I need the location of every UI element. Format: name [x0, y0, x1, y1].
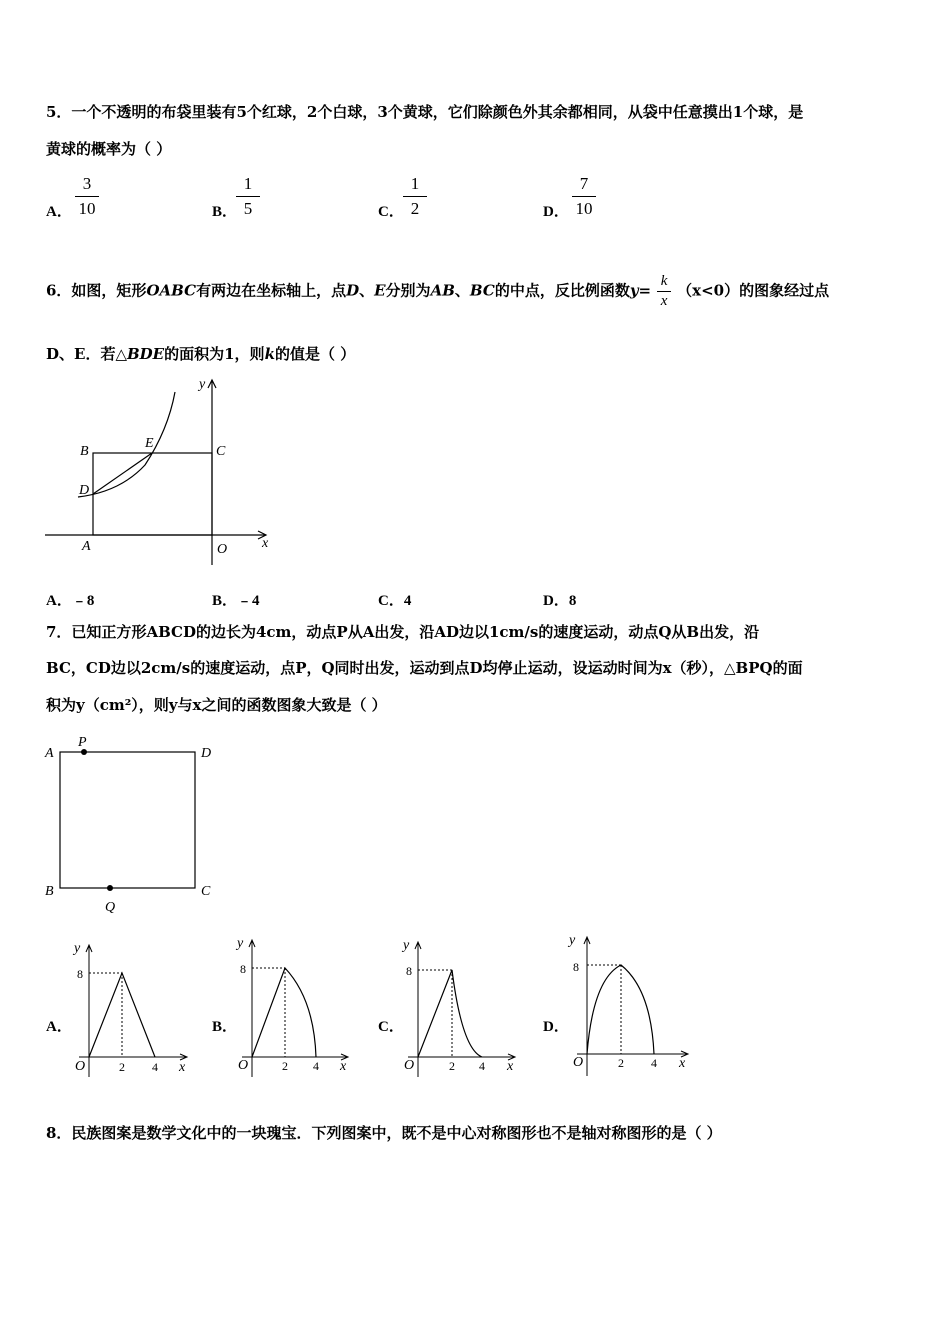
denominator: 2: [410, 199, 420, 218]
option-label: C．: [378, 204, 404, 220]
text: 分别为: [385, 281, 431, 300]
option-label: D．: [543, 204, 569, 220]
math: BDE: [126, 345, 165, 363]
q5-stem-line1: 5．一个不透明的布袋里装有5个红球，2个白球，3个黄球，它们除颜色外其余都相同，从袋中任意摸出1个球，是: [46, 103, 804, 121]
q7-graph-a: [74, 941, 199, 1082]
text: 、: [359, 281, 375, 300]
math: BC: [469, 281, 495, 300]
label-o: O: [573, 1055, 584, 1070]
option-value: 8: [568, 593, 577, 609]
denominator: 10: [78, 199, 96, 218]
q7-option-d-label: D．: [543, 1019, 569, 1035]
numerator: 3: [75, 174, 99, 197]
denominator: x: [660, 293, 668, 309]
math: AB: [430, 281, 455, 300]
text: 的面积为1，则: [164, 345, 265, 363]
label-o: O: [75, 1059, 86, 1074]
tick-8: 8: [240, 962, 246, 976]
tick-4: 4: [479, 1059, 485, 1073]
label-e: E: [145, 436, 154, 451]
tick-4: 4: [152, 1060, 158, 1074]
q7-stem-line3: 积为y（cm²），则y与x之间的函数图象大致是（ ）: [46, 696, 387, 714]
option-value: 4: [403, 593, 412, 609]
label-d: D: [201, 746, 212, 761]
function-curve: [252, 968, 316, 1057]
label-q: Q: [105, 900, 116, 915]
q7-option-a-label: A．: [46, 1019, 72, 1035]
label-y: y: [199, 377, 206, 392]
q7-option-b-label: B．: [212, 1019, 238, 1035]
tick-8: 8: [573, 960, 579, 974]
option-value: ﹣8: [71, 593, 95, 609]
option-label: B．: [212, 204, 238, 220]
label-o: O: [217, 542, 228, 557]
math: k: [264, 345, 275, 363]
text: 的中点，反比例函数: [494, 281, 630, 300]
option-value: ﹣4: [237, 593, 260, 609]
tick-4: 4: [651, 1056, 657, 1070]
numerator: k: [657, 273, 671, 292]
q7-stem-line1: 7．已知正方形ABCD的边长为4cm，动点P从A出发，沿AD边以1cm/s的速度运动，动点Q从B出发，沿: [46, 623, 760, 641]
label-o: O: [238, 1058, 249, 1073]
function-curve: [418, 970, 482, 1057]
tick-2: 2: [449, 1059, 455, 1073]
label-y: y: [569, 933, 576, 948]
label-y: y: [237, 936, 244, 951]
label-b: B: [45, 884, 54, 899]
label-x: x: [340, 1059, 347, 1074]
tick-8: 8: [77, 967, 83, 981]
q8-stem: 8．民族图案是数学文化中的一块瑰宝．下列图案中，既不是中心对称图形也不是轴对称图形的是（ ）: [46, 1124, 722, 1142]
text: D、E．若△: [46, 345, 127, 363]
option-label: A．: [46, 593, 72, 609]
label-p: P: [78, 735, 87, 750]
label-y: y: [74, 941, 81, 956]
tick-8: 8: [406, 964, 412, 978]
label-c: C: [216, 444, 226, 459]
numerator: 1: [236, 174, 260, 197]
label-y: y: [403, 938, 410, 953]
label-d: D: [79, 483, 90, 498]
math: y=: [629, 281, 652, 300]
option-label: D．: [543, 593, 569, 609]
label-x: x: [679, 1056, 686, 1071]
q7-graph-d: [569, 933, 697, 1079]
point-q: [107, 885, 113, 891]
math: D: [346, 281, 360, 300]
label-c: C: [201, 884, 211, 899]
text: 的值是（ ）: [274, 345, 356, 363]
label-x: x: [262, 536, 269, 551]
text: 、: [454, 281, 470, 300]
tick-2: 2: [618, 1056, 624, 1070]
label-o: O: [404, 1058, 415, 1073]
q7-stem-line2: BC，CD边以2cm/s的速度运动，点P，Q同时出发，运动到点D均停止运动，设运动时间为x（秒），△BPQ的面: [46, 659, 803, 677]
denominator: 5: [243, 199, 253, 218]
text: 有两边在坐标轴上，点: [196, 281, 347, 300]
square-abcd: [60, 752, 195, 888]
denominator: 10: [575, 199, 593, 218]
math: E: [374, 281, 386, 300]
option-label: C．: [378, 593, 404, 609]
q5-stem-line2: 黄球的概率为（ ）: [46, 140, 172, 158]
option-label: A．: [46, 204, 72, 220]
math: OABC: [146, 281, 197, 300]
label-b: B: [80, 444, 89, 459]
tick-2: 2: [119, 1060, 125, 1074]
tick-4: 4: [313, 1059, 319, 1073]
option-label: B．: [212, 593, 238, 609]
numerator: 7: [572, 174, 596, 197]
text: 6．如图，矩形: [46, 281, 147, 300]
q7-graph-b: [237, 936, 362, 1077]
label-x: x: [179, 1060, 186, 1075]
text: （x<0）的图象经过点: [677, 281, 830, 300]
label-x: x: [507, 1059, 514, 1074]
q7-graph-c: [403, 938, 528, 1079]
label-a: A: [45, 746, 54, 761]
tick-2: 2: [282, 1059, 288, 1073]
numerator: 1: [403, 174, 427, 197]
label-a: A: [82, 539, 91, 554]
q7-option-c-label: C．: [378, 1019, 404, 1035]
